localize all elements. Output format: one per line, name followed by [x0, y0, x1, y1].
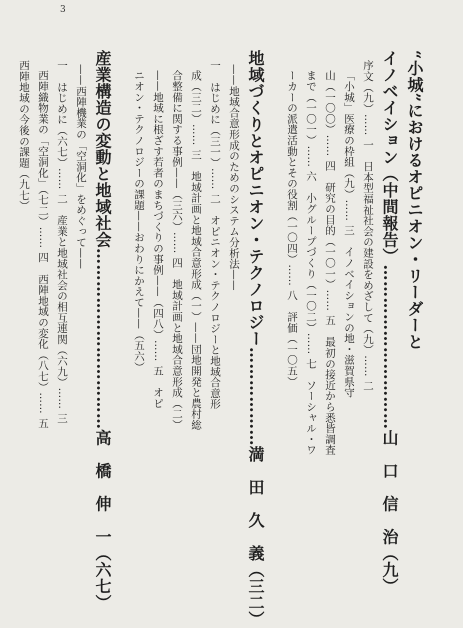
author-page: （六七）	[93, 545, 112, 611]
section-title: “小城”におけるオピニオン・リーダーと	[405, 50, 424, 350]
author-page: （九）	[380, 545, 399, 595]
toc-item-line: 一 はじめに（三一）…… 二 オピニオン・テクノロジーと地域合意形	[209, 60, 221, 410]
author-name: 高 橋 伸 一	[93, 429, 112, 545]
toc-item-line: 西陣織物業の「空洞化」（七二）…… 四 西陣地域の変化（八七）…… 五	[37, 70, 49, 429]
section-subtitle: ——地域合意形成のためのシステム分析法——	[228, 64, 240, 291]
toc-item-line: 一 はじめに（六七）…… 二 産業と地域社会の相互連関（六九）…… 三	[56, 60, 68, 424]
section-title: 地域づくりとオピニオン・テクノロジー	[246, 50, 265, 347]
author-name: 満 田 久 義	[246, 446, 265, 562]
toc-item-line: 「小城」医療の枠組（九）…… 三 イノベイションの地・滋賀県守	[343, 70, 355, 398]
section-title: 産業構造の変動と地域社会	[93, 50, 112, 248]
author-page: （三二）	[246, 561, 265, 628]
author-name: 山 口 信 治	[380, 429, 399, 545]
toc-item-line: ——地域に根ざす若者のまちづくりの事例——（四八）…… 五 オピ	[152, 70, 164, 409]
toc-item-line: 西陣地域の今後の課題（九七）	[18, 60, 30, 212]
toc-item-line: 山（一〇〇）…… 四 研究の目的（一〇一）…… 五 最初の接近から悉皆調査	[324, 70, 336, 456]
section-3-title	[90, 50, 115, 611]
section-1-title	[402, 50, 427, 570]
section-title: イノベイション（中間報告）	[380, 50, 399, 265]
toc-item-line: 成（三二）…… 三 地域計画と地域合意形成（一）——団地開発と農村総	[190, 70, 202, 431]
toc-item-line: ーカーの派遣活動とその役割（一〇四）…… 八 評価（一〇五）	[286, 70, 298, 387]
section-subtitle: ——西陣機業の「空洞化」をめぐって——	[75, 64, 87, 270]
section-1-title-line2	[377, 50, 402, 595]
leader-dots: …………………………	[380, 264, 399, 430]
toc-item-line: まで（一〇一）…… 六 小グループづくり（一〇二）…… 七 ソーシャル・ワ	[305, 70, 317, 456]
section-2-title	[243, 50, 268, 628]
toc-item-line: 序文（九）…… 一 日本型福祉社会の建設をめざして（九）…… 二	[362, 60, 374, 392]
toc-item-line: ニオン・テクノロジーの課題——おわりにかえて——（五六）	[133, 70, 145, 373]
leader-dots: ……………………………	[93, 248, 112, 430]
page-number: 3	[60, 5, 66, 15]
toc-item-line: 合整備に関する事例——（三六）…… 四 地域計画と地域合意形成（二）	[171, 70, 183, 431]
leader-dots: ………………	[246, 347, 265, 446]
table-of-contents	[14, 50, 427, 628]
